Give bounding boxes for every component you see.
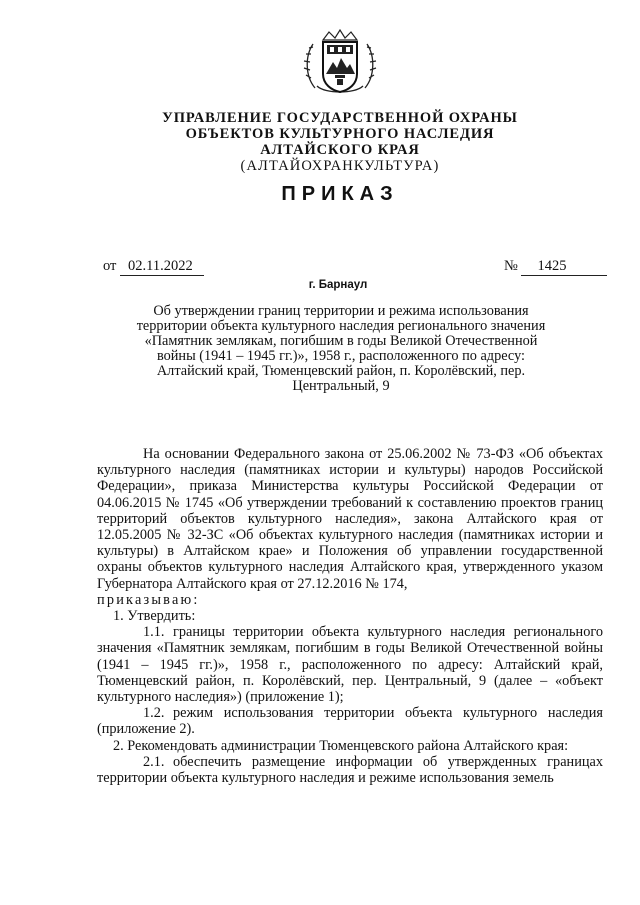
org-name-line-2: ОБЪЕКТОВ КУЛЬТУРНОГО НАСЛЕДИЯ [185, 126, 495, 142]
item-1-2 [97, 705, 603, 737]
date-value: 02.11.2022 [120, 258, 204, 276]
order-subject: Об утверждении границ территории и режима использования территории объекта культурного наследия регионального значения «Памятник землякам, погибшим в годы Великой Отечественной войны (1941 – 1945 гг.)», 1958 г., расположенного по адресу: Алтайский край, Тюменцевский район, п. Королёвский, пер. Центральный, 9 [136, 303, 546, 394]
item-2-1 [97, 754, 603, 786]
order-word: приказываю: [97, 591, 200, 608]
document-title: ПРИКАЗ [281, 183, 399, 205]
city: г. Барнаул [308, 279, 368, 291]
item-1: 1. Утвердить: [113, 608, 196, 625]
org-name-line-1: УПРАВЛЕНИЕ ГОСУДАРСТВЕННОЙ ОХРАНЫ [162, 110, 518, 126]
coat-of-arms-emblem [301, 28, 379, 100]
item-1-1 [97, 624, 603, 705]
order-body [97, 446, 603, 786]
order-date [103, 258, 204, 276]
number-value: 1425 [521, 258, 607, 276]
item-2-1-number: 2.1. [143, 753, 165, 770]
item-2: 2. Рекомендовать администрации Тюменцевского района Алтайского края: [113, 737, 569, 754]
date-prefix: от [103, 258, 117, 274]
number-prefix: № [504, 258, 518, 274]
item-2-1-text: обеспечить размещение информации об утвержденных границах территории объекта культурного наследия и режиме использования земель [97, 753, 603, 787]
preamble-paragraph: На основании Федерального закона от 25.06.2002 № 73-ФЗ «Об объектах культурного наследия (памятниках истории и культуры) народов Российской Федерации», приказа Министерства культуры Российской Федерации от 04.06.2015 № 1745 «Об утверждении требований к составлению проектов границ территорий объектов культурного наследия», закона Алтайского края от 12.05.2005 № 32-ЗС «Об объектах культурного наследия (памятниках истории и культуры) в Алтайском крае» и Положения об управлении государственной охраны объектов культурного наследия Алтайского края, утвержденного указом Губернатора Алтайского края от 27.12.2016 № 174, [97, 446, 603, 592]
item-1-2-number: 1.2. [143, 705, 165, 722]
org-name-line-3: АЛТАЙСКОГО КРАЯ [260, 142, 420, 158]
item-1-1-number: 1.1. [143, 624, 165, 641]
organization-header [0, 110, 640, 174]
item-1-2-text: режим использования территории объекта культурного наследия (приложение 2). [97, 705, 603, 738]
org-abbreviation: (АЛТАЙОХРАНКУЛЬТУРА) [240, 158, 440, 174]
item-1-1-text: границы территории объекта культурного наследия регионального значения «Памятник землякам, погибшим в годы Великой Отечественной войны (1941 – 1945 гг.)», 1958 г., расположенного по адресу: Алтайский край, Тюменцевский район, п. Королёвский, пер. Центральный, 9 (далее – «объект культурного наследия») (приложение 1); [97, 624, 603, 706]
order-number [504, 258, 607, 276]
